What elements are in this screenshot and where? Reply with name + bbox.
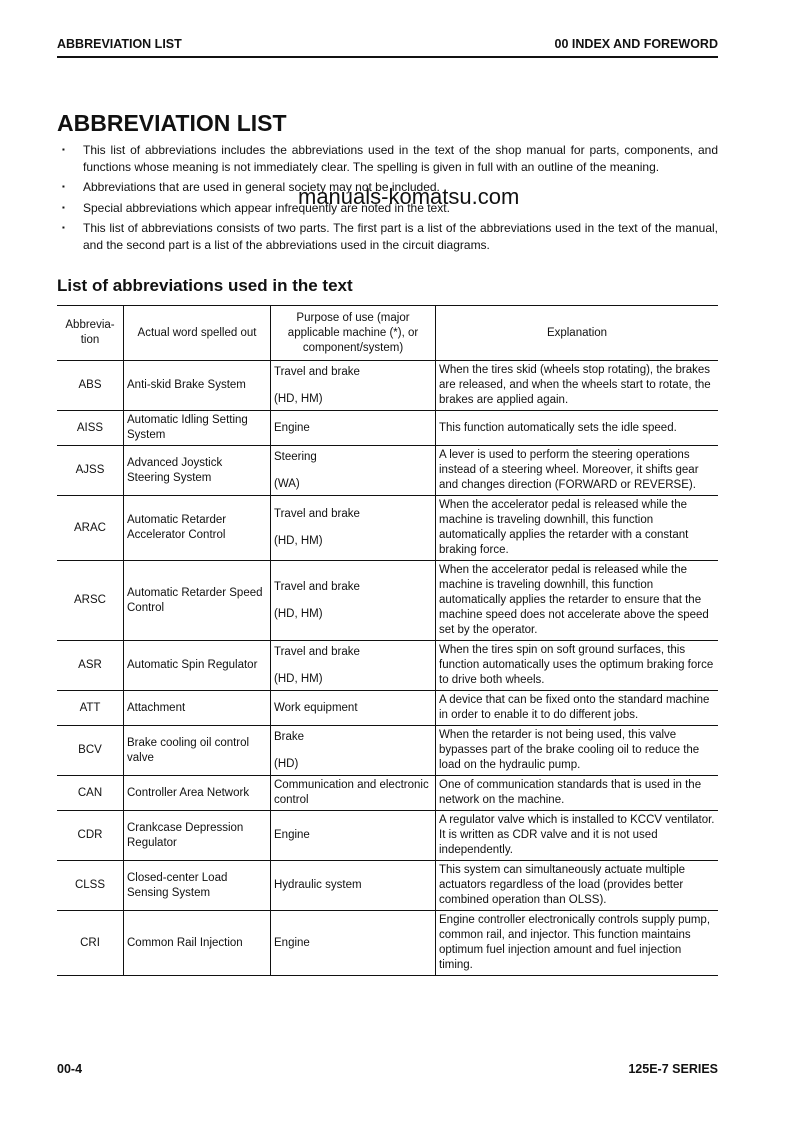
purpose-text: Brake <box>274 730 305 743</box>
table-row <box>57 411 718 446</box>
cell-purpose <box>271 776 436 811</box>
purpose-text: Travel and brake <box>274 508 360 520</box>
table-row <box>57 776 718 811</box>
applicable-machine: (HD, HM) <box>274 392 323 405</box>
cell-abbreviation: CLSS <box>57 861 124 911</box>
cell-explanation: Engine controller electronically controls supply pump, common rail, and injector. This function maintains optimum fuel injection amount and fuel injection timing. <box>436 911 719 976</box>
cell-abbreviation: ARAC <box>57 496 124 561</box>
table-row <box>57 361 718 411</box>
cell-word: Crankcase Depression Regulator <box>124 811 271 861</box>
cell-word: Automatic Idling Setting System <box>124 411 271 446</box>
cell-abbreviation: ARSC <box>57 561 124 641</box>
abbreviation-table <box>57 305 718 976</box>
cell-explanation: When the retarder is not being used, this valve bypasses part of the brake cooling oil to reduce the load on the hydraulic pump. <box>436 726 719 776</box>
cell-word: Attachment <box>124 691 271 726</box>
cell-purpose <box>271 911 436 976</box>
cell-word: Advanced Joystick Steering System <box>124 446 271 496</box>
cell-word: Anti-skid Brake System <box>124 361 271 411</box>
table-row <box>57 641 718 691</box>
applicable-machine: (HD, HM) <box>274 535 323 547</box>
cell-explanation: A lever is used to perform the steering operations instead of a steering wheel. Moreover, it shifts gear and changes direction (FORWARD or REVERSE). <box>436 446 719 496</box>
cell-word: Brake cooling oil control valve <box>124 726 271 776</box>
table-row <box>57 726 718 776</box>
page-number: 00-4 <box>57 1062 83 1076</box>
cell-abbreviation: CDR <box>57 811 124 861</box>
bullet-item: ▪ This list of abbreviations includes the abbreviations used in the text of the shop manual for parts, components, and functions whose meaning is not immediately clear. The spelling is given in full with an outline of the meaning. <box>57 142 718 175</box>
bullet-item: ▪ Special abbreviations which appear infrequently are noted in the text. <box>57 200 718 217</box>
purpose-text: Engine <box>274 829 310 841</box>
cell-explanation: This system can simultaneously actuate multiple actuators regardless of the load (provides better combined operation than OLSS). <box>436 861 719 911</box>
cell-purpose <box>271 861 436 911</box>
applicable-machine: (HD) <box>274 757 299 770</box>
cell-purpose <box>271 411 436 446</box>
purpose-text: Travel and brake <box>274 645 360 658</box>
watermark: manuals-komatsu.com <box>298 184 520 209</box>
bullet-item: ▪ This list of abbreviations consists of two parts. The first part is a list of the abbreviations used in the text of the manual, and the second part is a list of the abbreviations used in the circuit diagrams. <box>57 220 718 253</box>
applicable-machine: (HD, HM) <box>274 607 323 620</box>
table-row <box>57 911 718 976</box>
table-row <box>57 496 718 561</box>
cell-purpose <box>271 496 436 561</box>
page-title: ABBREVIATION LIST <box>57 110 287 136</box>
cell-word: Closed-center Load Sensing System <box>124 861 271 911</box>
header-section: ABBREVIATION LIST <box>57 37 182 51</box>
cell-explanation: When the accelerator pedal is released while the machine is traveling downhill, this function automatically applies the retarder to ensure that the machine speed does not accelerate above the speed set by the operator. <box>436 561 719 641</box>
table-header-row <box>57 306 718 361</box>
cell-purpose <box>271 691 436 726</box>
table-row <box>57 561 718 641</box>
table-row <box>57 811 718 861</box>
cell-explanation: One of communication standards that is used in the network on the machine. <box>436 776 719 811</box>
col-header-purpose: Purpose of use (major applicable machine (*), or component/system) <box>271 306 436 361</box>
cell-abbreviation: ASR <box>57 641 124 691</box>
purpose-text: Communication and electronic control <box>274 779 429 806</box>
section-heading: List of abbreviations used in the text <box>57 276 353 295</box>
cell-explanation: When the tires spin on soft ground surfaces, this function automatically uses the optimum braking force to drive both wheels. <box>436 641 719 691</box>
cell-purpose <box>271 641 436 691</box>
cell-word: Controller Area Network <box>124 776 271 811</box>
page-header <box>57 37 718 58</box>
applicable-machine: (WA) <box>274 477 300 490</box>
cell-purpose <box>271 361 436 411</box>
cell-abbreviation: AISS <box>57 411 124 446</box>
table-row <box>57 446 718 496</box>
purpose-text: Hydraulic system <box>274 879 362 891</box>
bullet-item: ▪ Abbreviations that are used in general society may not be included. <box>57 179 718 196</box>
cell-purpose <box>271 446 436 496</box>
col-header-word: Actual word spelled out <box>124 306 271 361</box>
cell-explanation: When the tires skid (wheels stop rotating), the brakes are released, and when the wheels start to rotate, the brakes are applied again. <box>436 361 719 411</box>
applicable-machine: (HD, HM) <box>274 672 323 685</box>
cell-purpose <box>271 726 436 776</box>
table-row <box>57 691 718 726</box>
cell-explanation: A regulator valve which is installed to KCCV ventilator. It is written as CDR valve and it is not used independently. <box>436 811 719 861</box>
cell-explanation: When the accelerator pedal is released while the machine is traveling downhill, this function automatically applies the retarder with a constant braking force. <box>436 496 719 561</box>
cell-word: Automatic Spin Regulator <box>124 641 271 691</box>
cell-abbreviation: ABS <box>57 361 124 411</box>
cell-abbreviation: AJSS <box>57 446 124 496</box>
cell-word: Common Rail Injection <box>124 911 271 976</box>
model-series: 125E-7 SERIES <box>628 1062 718 1076</box>
purpose-text: Engine <box>274 936 310 949</box>
page-footer <box>57 1062 718 1076</box>
col-header-explanation: Explanation <box>436 306 719 361</box>
cell-explanation: A device that can be fixed onto the standard machine in order to enable it to do different jobs. <box>436 691 719 726</box>
cell-explanation: This function automatically sets the idle speed. <box>436 411 719 446</box>
purpose-text: Steering <box>274 450 317 463</box>
header-chapter: 00 INDEX AND FOREWORD <box>554 37 718 51</box>
purpose-text: Travel and brake <box>274 580 360 593</box>
cell-purpose <box>271 561 436 641</box>
cell-abbreviation: BCV <box>57 726 124 776</box>
cell-abbreviation: CRI <box>57 911 124 976</box>
cell-word: Automatic Retarder Speed Control <box>124 561 271 641</box>
table-row <box>57 861 718 911</box>
purpose-text: Work equipment <box>274 701 358 714</box>
cell-abbreviation: ATT <box>57 691 124 726</box>
purpose-text: Engine <box>274 421 310 434</box>
cell-purpose <box>271 811 436 861</box>
purpose-text: Travel and brake <box>274 365 360 378</box>
col-header-abbreviation: Abbrevia-tion <box>57 306 124 361</box>
cell-abbreviation: CAN <box>57 776 124 811</box>
cell-word: Automatic Retarder Accelerator Control <box>124 496 271 561</box>
